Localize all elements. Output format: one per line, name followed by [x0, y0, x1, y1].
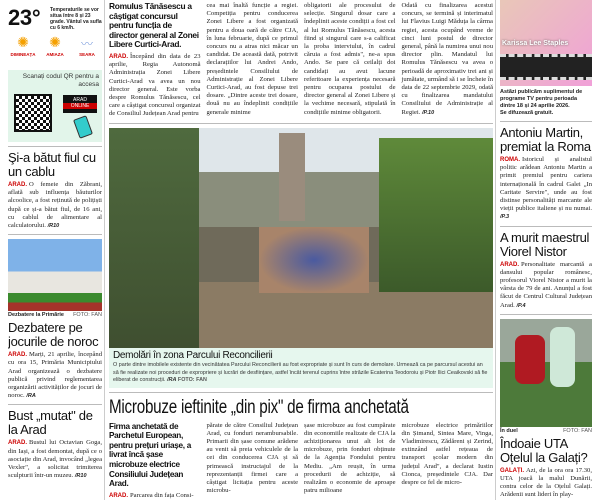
weather-evening: 〰 SEARA	[72, 36, 102, 57]
left-article-3: Bust „mutat" de la Arad ARAD. Bustul lui Octavian Goga, din Iași, a fost demontat, după ce o asociație din Arad, invocând „legea Vexler", a solicitat trimiterea sculpturii într-un muzeu. /R10	[8, 408, 102, 480]
demolition-photo	[109, 128, 493, 349]
left-article-2: Dezbatere pe jocurile de noroc ARAD. Marți, 21 aprilie, începând cu ora 15, Primăria Municipiului Arad organizează o dezbatere publică privind reglementarea organizării activităților de jocuri de noroc. /RA	[8, 320, 102, 400]
right-article-2: A murit maestrul Viorel Nistor ARAD. Personalitate marcantă a dansului popular românesc, profesorul Viorel Nistor a murit la vârsta de 79 de ani. Anunțul a fost făcut de Centrul Cultural Județean Arad. /P.4	[500, 229, 592, 309]
tv-supplement-cover[interactable]: Karissa Lee Staples	[500, 0, 592, 86]
photo-caption-box: Demolări în zona Parcului Reconcilierii O parte dintre imobilele existente din vecinătatea Parcului Reconcilierii au fost expropriate și sunt în curs de demolare. Urmează ca pe parcursul acestui an să fie realizate noi proceduri de expropriere și lucrări de desființare, astfel încât terenul cuprins între străzile Ecaterina Teodoroiu și Piotr Ilici Ceaikovski să fie eliberat de construcții. /RA FOTO: FAN	[109, 348, 493, 387]
right-column: Karissa Lee Staples Astăzi publicăm suplimentul de programe TV pentru perioada dintre 18 și 24 aprilie 2026. Se difuzează gratuit. Antoniu Martin, premiat la Roma ROMA. Istoricul și analistul politic arădean Antoniu Martin a primit premiul pentru cariera internațională în cadrul Galei „In Caritate Servire", unde au fost distinse personalități marcante ale vieții publice italiene și nu numai. /P.3 A murit maestrul Viorel Nistor ARAD. Personalitate marcantă a dansului popular românesc, profesorul Viorel Nistor a murit la vârsta de 79 de ani. Anunțul a fost făcut de Centrul Cultural Județean Arad. /P.4 În duel FOTO: FAN Îndoaie UTA Oțelul la Galați? GALAȚI. Azi, de la ora ora 17.30, UTA joacă la malul Dunării, contra celor de la Oțelul Galați. Arădenii sunt lideri în play-	[500, 0, 592, 500]
right-article-1: Antoniu Martin, premiat la Roma ROMA. Istoricul și analistul politic arădean Antoniu Martin a primit premiul pentru cariera internațională în cadrul Galei „In Caritate Servire", unde au fost distinse personalități marcante ale vieții publice italiene și nu numai. /P.3	[500, 125, 592, 221]
weather-noon: ✺ AMIAZA	[40, 36, 70, 57]
sun-icon: ✺	[17, 36, 29, 51]
left-article-1: Şi-a bătut fiul cu un cablu ARAD. O femeie din Zăbrani, aflată sub influența băuturilor alcoolice, a fost reținută de polițiști după ce și-a bătut fiul, de 16 ani, cu cablul de alimentare al calculatorului. /R10	[8, 150, 102, 230]
bottom-article: Firma anchetată de Parchetul European, pentru prețuri uriașe, a livrat încă șase microbuze electrice Consiliului Județean Arad. ARAD. Parcarea din fața Consi- părate de către Consiliul Județean Arad, cu fonduri nerambursabile. Primarii din șase comune arădene au venit să preia vehiculele de la cei din conducerea CJA și să primească instructajul de la reprezentanții firmei care a câștigat licitația pentru aceste microbu- șase microbuze au fost cumpărate din economiile realizate de CJA la achiziționarea unui alt lot de microbuze, prin fonduri obținute de la Agenția Fondului pentru Mediu. „Am reușit, în urma procedurii de achiziție, să realizăm o economie de aproape patru milioane microbuze electrice primăriilor din Șimand, Sintea Mare, Vinga, Vladimirescu, Zădăreni și Zerind, extinzând astfel rețeaua de transport școlar modern din județul Arad", a declarat Iustin Cionca, președintele CJA. Dar despre ce fel de micro-	[109, 421, 493, 499]
temperature: 23°	[8, 5, 41, 30]
weather-morning: ✺ DIMINEAȚA	[8, 36, 38, 57]
sun-icon: ✺	[49, 36, 61, 51]
right-article-3: Îndoaie UTA Oțelul la Galați? GALAȚI. Azi, de la ora ora 17.30, UTA joacă la malul Dunării, contra celor de la Oțelul Galați. Arădenii sunt lideri în play-	[500, 435, 592, 499]
football-photo	[500, 319, 592, 427]
phone-icon	[73, 115, 93, 139]
city-hall-photo	[8, 239, 102, 311]
left-column: 23° Temperaturile se vor situa între 8 și 23 grade. Vântul va sufla cu 6 km/h. ✺ DIMINEAȚA ✺ AMIAZA 〰 SEARA Scanați codul QR pentru a accesa ARAD ONLINE Şi-a bătut fiul cu un cablu ARAD. O femeie din Zăbrani, aflată sub influența băuturilor alcoolice, a fost reținută de polițiști după ce și-a bătut fiul, de 16 ani, cu cablul de alimentare al calculatorului. /R10 Dezbatere la Primărie FOTO: FAN Dezbatere pe jocurile de noroc ARAD. Marți, 21 aprilie, începând cu ora 15, Primăria Municipiului Arad organizează o dezbatere publică privind reglementarea organizării activităților de jocuri de noroc. /RA Bust „mutat" de la Arad ARAD. Bustul lui Octavian Goga, din Iași, a fost demontat, după ce o asociație din Arad, invocând „legea Vexler", a solicitat trimiterea sculpturii într-un muzeu. /R10	[8, 5, 102, 480]
weather-box	[8, 4, 102, 66]
wind-icon: 〰	[80, 37, 93, 51]
headline-microbuze: Microbuze ieftinite „din pix" de firma anchetată	[109, 396, 409, 418]
qr-code[interactable]	[14, 94, 52, 132]
qr-box[interactable]: Scanați codul QR pentru a accesa ARAD ONLINE	[8, 70, 102, 142]
arad-online-logo: ARAD ONLINE	[63, 95, 97, 113]
top-article: Romulus Tănăsescu a câștigat concursul pentru funcția de director general al Zonei Libere Curtici-Arad. ARAD. Începând din data de 23 aprilie, Regia Autonomă Administrația Zonei Libere Curtici-Arad va avea un nou director general. Este vorba despre Romulus Tănăsescu, cel care a câștigat concursul organizat de Consiliul Județean Arad pentru cea mai înaltă funcție a regiei. Competiția pentru conducerea Zonei Libere a fost organizată pentru a doua oară de către CJA, în luna februarie, după ce primul concurs nu a atras nici măcar un candidat. De această dată, potrivit declarațiilor lui Andrei Ando, președintele Consiliului de Administrație al Zonei Libere Curtici-Arad, au fost depuse trei dosare. „Dintre aceste trei dosare, două nu au îndeplinit condițiile generale minime obligatorii ale procesului de selecție. Singurul dosar care a îndeplinit aceste condiții a fost cel al lui Romulus Tănăsescu, acesta fiind și singurul care s-a calificat la proba interviului, în cadrul căruia a fost admis", ne-a spus Ando. Se pare că ceilalți doi candidați au avut lacune referitoare la experiența necesară pentru ocuparea postului de director general al Zonei Libere și la vechime necesară, stipulată în condițiile minime obligatorii. Odată cu finalizarea acestui concurs, se termină și interimatul lui Flavius Luigi Măduța la cârma regiei, acesta ocupând vreme de cinci luni postul de director general, până la numirea unui nou director plin. Mandatul lui Romulus Tănăsescu va avea o perioadă de aproximativ trei ani și jumătate, urmând să i se încheie în data de 22 septembrie 2029, odată cu finalizarea mandatului Consiliului de Administrație al Regiei. /P.10	[109, 1, 493, 118]
weather-desc: Temperaturile se vor situa între 8 și 23 grade. Vântul va sufla cu 6 km/h.	[50, 7, 102, 31]
middle-column	[109, 0, 493, 500]
film-strip	[500, 54, 592, 80]
